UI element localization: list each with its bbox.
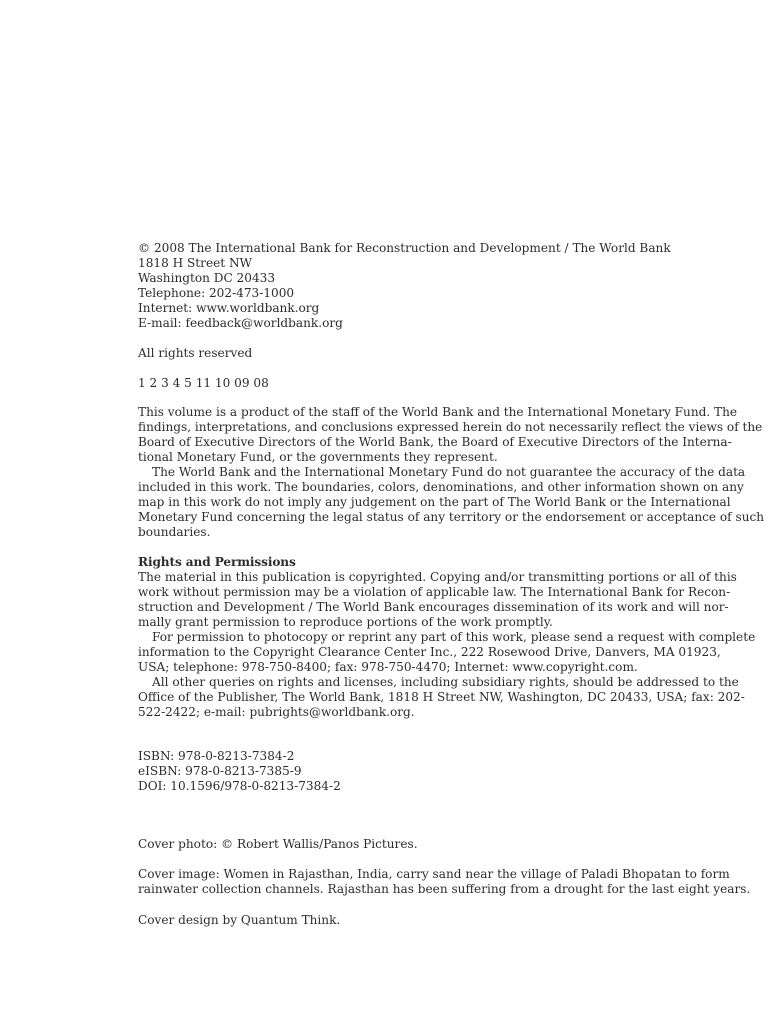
disclaimer-line: This volume is a product of the staff of the World Bank and the International Monetary Fund. The [138,405,738,419]
internet: Internet: www.worldbank.org [138,301,320,315]
printing-line [138,376,698,391]
email: E-mail: feedback@worldbank.org [138,316,343,330]
rights-reserved [138,346,698,361]
permissions-line: For permission to photocopy or reprint any part of this work, please send a request with complete [152,630,756,644]
disclaimer-line: Monetary Fund concerning the legal status of any territory or the endorsement or acceptance of such [138,510,765,524]
copyright-address-block [138,241,698,331]
permissions-line: The material in this publication is copyrighted. Copying and/or transmitting portions or all of this [138,570,737,584]
disclaimer [138,405,765,540]
permissions-line: USA; telephone: 978-750-8400; fax: 978-750-4470; Internet: www.copyright.com. [138,660,638,674]
permissions-line: information to the Copyright Clearance Center Inc., 222 Rosewood Drive, Danvers, MA 01923, [138,645,721,659]
address-street: 1818 H Street NW [138,256,252,270]
rights-permissions [138,555,756,720]
isbn: ISBN: 978-0-8213-7384-2 [138,749,295,763]
disclaimer-line: included in this work. The boundaries, colors, denominations, and other information shown on any [138,480,744,494]
printing-line-text: 1 2 3 4 5 11 10 09 08 [138,376,269,390]
cover-image-line: rainwater collection channels. Rajasthan has been suffering from a drought for the last eight years. [138,882,751,896]
identifiers [138,749,698,794]
cover-photo-text: Cover photo: © Robert Wallis/Panos Pictures. [138,837,418,851]
cover-design-text: Cover design by Quantum Think. [138,913,341,927]
telephone: Telephone: 202-473-1000 [138,286,295,300]
permissions-line: All other queries on rights and licenses, including subsidiary rights, should be addressed to the [152,675,739,689]
cover-photo-credit [138,837,698,852]
doi: DOI: 10.1596/978-0-8213-7384-2 [138,779,341,793]
copyright-notice: © 2008 The International Bank for Reconstruction and Development / The World Bank [138,241,671,255]
disclaimer-line: findings, interpretations, and conclusions expressed herein do not necessarily reflect the views of the [138,420,763,434]
disclaimer-line: tional Monetary Fund, or the governments they represent. [138,450,498,464]
permissions-line: Office of the Publisher, The World Bank, 1818 H Street NW, Washington, DC 20433, USA; fax: 202- [138,690,745,704]
rights-reserved-text: All rights reserved [138,346,253,360]
cover-image-description [138,867,751,897]
permissions-line: mally grant permission to reproduce portions of the work promptly. [138,615,553,629]
permissions-line: 522-2422; e-mail: pubrights@worldbank.org. [138,705,415,719]
permissions-line: struction and Development / The World Bank encourages dissemination of its work and will nor- [138,600,729,614]
cover-image-line: Cover image: Women in Rajasthan, India, carry sand near the village of Paladi Bhopatan to form [138,867,730,881]
disclaimer-line: The World Bank and the International Monetary Fund do not guarantee the accuracy of the data [152,465,746,479]
rights-permissions-heading: Rights and Permissions [138,555,296,569]
disclaimer-line: boundaries. [138,525,211,539]
eisbn: eISBN: 978-0-8213-7385-9 [138,764,302,778]
cover-design-credit [138,913,698,928]
address-city: Washington DC 20433 [138,271,276,285]
permissions-line: work without permission may be a violation of applicable law. The International Bank for Recon- [138,585,731,599]
disclaimer-line: map in this work do not imply any judgement on the part of The World Bank or the International [138,495,731,509]
disclaimer-line: Board of Executive Directors of the World Bank, the Board of Executive Directors of the Interna- [138,435,732,449]
